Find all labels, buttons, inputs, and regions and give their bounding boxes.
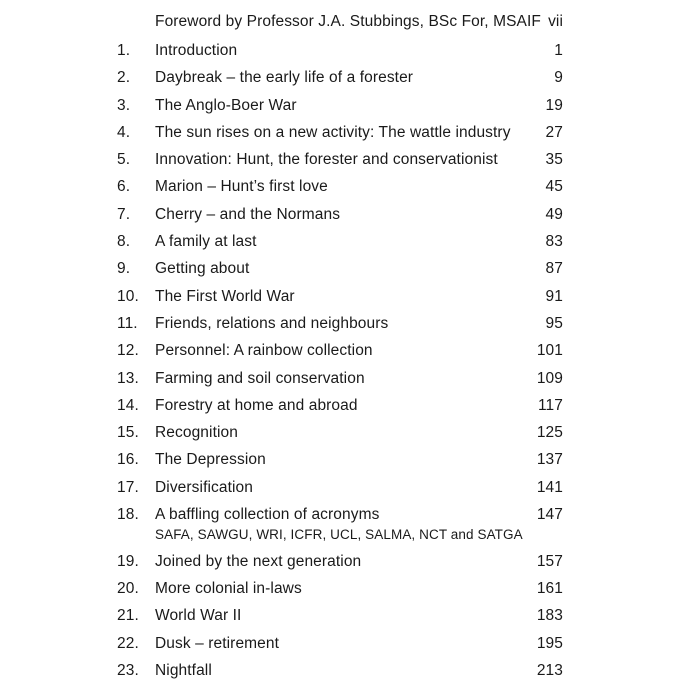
chapter-page: 101 <box>536 342 563 359</box>
chapter-title: The First World War <box>155 288 295 305</box>
foreword-page: vii <box>548 13 563 30</box>
chapter-page: 87 <box>545 260 563 277</box>
chapter-number: 10. <box>117 288 139 305</box>
chapter-number: 23. <box>117 662 139 679</box>
chapter-title: The sun rises on a new activity: The wattle industry <box>155 124 511 141</box>
chapter-title: The Depression <box>155 451 266 468</box>
chapter-title: Farming and soil conservation <box>155 370 365 387</box>
chapter-title: Daybreak – the early life of a forester <box>155 69 414 86</box>
chapter-title: Diversification <box>155 479 253 496</box>
chapter-number: 21. <box>117 607 139 624</box>
chapter-number: 22. <box>117 635 139 652</box>
chapter-title: Introduction <box>155 42 238 59</box>
chapter-number: 5. <box>117 151 131 168</box>
chapter-page: 83 <box>545 233 563 250</box>
chapter-page: 157 <box>536 553 563 570</box>
chapter-title: Joined by the next generation <box>155 553 362 570</box>
chapter-number: 14. <box>117 397 139 414</box>
chapter-page: 35 <box>545 151 563 168</box>
chapter-number: 12. <box>117 342 139 359</box>
chapter-title: Personnel: A rainbow collection <box>155 342 373 359</box>
chapter-page: 213 <box>536 662 563 679</box>
foreword-title: Foreword by Professor J.A. Stubbings, BSc For, MSAIF <box>155 13 541 30</box>
chapter-page: 91 <box>545 288 563 305</box>
chapter-title: Getting about <box>155 260 250 277</box>
chapter-page: 183 <box>536 607 563 624</box>
chapter-number: 8. <box>117 233 131 250</box>
chapter-page: 147 <box>536 506 563 523</box>
chapter-page: 9 <box>554 69 563 86</box>
chapter-title: Forestry at home and abroad <box>155 397 358 414</box>
chapter-number: 6. <box>117 178 131 195</box>
chapter-number: 18. <box>117 506 139 523</box>
chapter-number: 13. <box>117 370 139 387</box>
chapter-page: 125 <box>536 424 563 441</box>
chapter-page: 1 <box>554 42 563 59</box>
chapter-title: The Anglo-Boer War <box>155 97 297 114</box>
chapter-title: More colonial in-laws <box>155 580 302 597</box>
chapter-page: 141 <box>536 479 563 496</box>
chapter-title: Dusk – retirement <box>155 635 280 652</box>
chapter-number: 3. <box>117 97 131 114</box>
chapter-title: Nightfall <box>155 662 212 679</box>
chapter-page: 161 <box>536 580 563 597</box>
chapter-title: Recognition <box>155 424 238 441</box>
chapter-page: 117 <box>537 397 563 414</box>
chapter-title: Innovation: Hunt, the forester and conservationist <box>155 151 498 168</box>
chapter-page: 49 <box>545 206 563 223</box>
chapter-number: 4. <box>117 124 131 141</box>
chapter-title: Friends, relations and neighbours <box>155 315 389 332</box>
chapter-title: A family at last <box>155 233 257 250</box>
chapter-page: 109 <box>536 370 563 387</box>
chapter-number: 20. <box>117 580 139 597</box>
chapter-subtitle: SAFA, SAWGU, WRI, ICFR, UCL, SALMA, NCT and SATGA <box>155 527 523 542</box>
chapter-number: 15. <box>117 424 139 441</box>
chapter-number: 9. <box>117 260 131 277</box>
chapter-page: 137 <box>536 451 563 468</box>
chapter-page: 95 <box>545 315 563 332</box>
chapter-title: A baffling collection of acronyms <box>155 506 380 523</box>
chapter-number: 1. <box>117 42 131 59</box>
chapter-number: 17. <box>117 479 139 496</box>
chapter-number: 19. <box>117 553 139 570</box>
chapter-title: World War II <box>155 607 242 624</box>
chapter-page: 27 <box>545 124 563 141</box>
chapter-page: 195 <box>536 635 563 652</box>
chapter-title: Cherry – and the Normans <box>155 206 341 223</box>
chapter-number: 2. <box>117 69 131 86</box>
chapter-title: Marion – Hunt’s first love <box>155 178 328 195</box>
chapter-page: 19 <box>545 97 563 114</box>
chapter-number: 7. <box>117 206 131 223</box>
chapter-page: 45 <box>545 178 563 195</box>
chapter-number: 11. <box>117 315 138 332</box>
chapter-number: 16. <box>117 451 139 468</box>
